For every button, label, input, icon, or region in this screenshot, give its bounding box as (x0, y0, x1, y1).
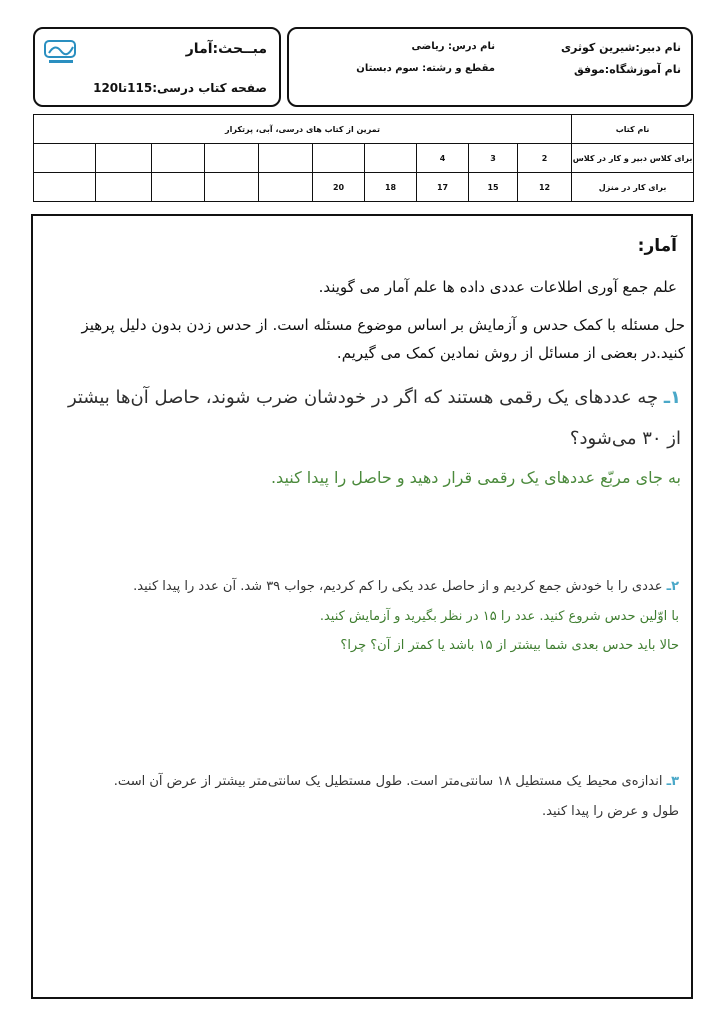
logo (43, 37, 79, 67)
table-cell: 18 (365, 173, 417, 202)
table-cell (152, 173, 205, 202)
content-box (31, 214, 693, 999)
table-cell (34, 173, 96, 202)
table-cell (96, 173, 152, 202)
table-cell (205, 144, 259, 173)
section-title: آمار: (637, 236, 677, 256)
table-cell: 4 (417, 144, 469, 173)
question-2-text: عددی را با خودش جمع کردیم و از حاصل عدد یکی را کم کردیم، جواب ۳۹ شد. آن عدد را پیدا کنید. (133, 579, 663, 594)
table-cell (96, 144, 152, 173)
question-2-hint1: با اوّلین حدس شروع کنید. عدد را ۱۵ در نظر بگیرید و آزمایش کنید. (319, 609, 679, 624)
logo-icon (43, 37, 79, 67)
table-cell: 17 (417, 173, 469, 202)
question-1-line2: از ۳۰ می‌شود؟ (569, 428, 681, 449)
intro-text-line2: کنید.در بعضی از مسائل از روش نمادین کمک می گیریم. (336, 344, 685, 362)
question-3-line1 (114, 774, 679, 789)
intro-definition: علم جمع آوری اطلاعات عددی داده ها علم آمار می گویند. (318, 278, 677, 296)
question-3-number: ۳ـ (666, 774, 679, 789)
class-label: برای کلاس دبیر و کار در کلاس (572, 144, 694, 173)
question-2-number: ۲ـ (666, 579, 679, 594)
question-1-text: چه عددهای یک رقمی هستند که اگر در خودشان ضرب شوند، حاصل آن‌ها بیشتر (67, 387, 659, 408)
question-3-line2: طول و عرض را پیدا کنید. (542, 804, 679, 819)
question-3-text: اندازه‌ی محیط یک مستطیل ۱۸ سانتی‌متر است. طول مستطیل یک سانتی‌متر بیشتر از عرض آن است. (113, 774, 663, 789)
teacher-name: نام دبیر:شیرین کوثری (560, 41, 681, 54)
table-cell: 3 (469, 144, 518, 173)
table-cell (34, 144, 96, 173)
table-cell (205, 173, 259, 202)
topic-title: مبــحث:آمار (185, 41, 267, 57)
header-info-box (287, 27, 693, 107)
table-cell (152, 144, 205, 173)
header-topic-box (33, 27, 281, 107)
table-cell: 12 (518, 173, 572, 202)
question-1-line1 (68, 387, 681, 408)
question-1-number: ۱ـ (663, 387, 681, 408)
table-cell: 20 (313, 173, 365, 202)
table-cell (313, 144, 365, 173)
book-label: نام کتاب (572, 115, 694, 144)
lesson-name: نام درس: ریاضی (411, 41, 495, 52)
table-cell (365, 144, 417, 173)
school-name: نام آموزشگاه:موفق (573, 63, 681, 76)
table-cell: 15 (469, 173, 518, 202)
table-cell (259, 144, 313, 173)
home-label: برای کار در منزل (572, 173, 694, 202)
table-row-home (34, 173, 694, 202)
exercise-table (33, 114, 694, 202)
table-row-book (34, 115, 694, 144)
question-1-hint: به جای مربّع عددهای یک رقمی قرار دهید و حاصل را پیدا کنید. (270, 468, 681, 487)
intro-text-line1: حل مسئله با کمک حدس و آزمایش بر اساس موضوع مسئله است. از حدس زدن بدون دلیل پرهیز (81, 316, 685, 334)
book-pages: صفحه کتاب درسی:115تا120 (93, 81, 267, 95)
grade-field: مقطع و رشته: سوم دبستان (356, 63, 495, 74)
question-2-line1 (133, 579, 679, 594)
table-row-class (34, 144, 694, 173)
question-2-hint2: حالا باید حدس بعدی شما بیشتر از ۱۵ باشد یا کمتر از آن؟ چرا؟ (340, 638, 679, 653)
table-cell (259, 173, 313, 202)
book-value: تمرین از کتاب های درسی، آبی، پرتکرار (34, 115, 572, 144)
table-cell: 2 (518, 144, 572, 173)
